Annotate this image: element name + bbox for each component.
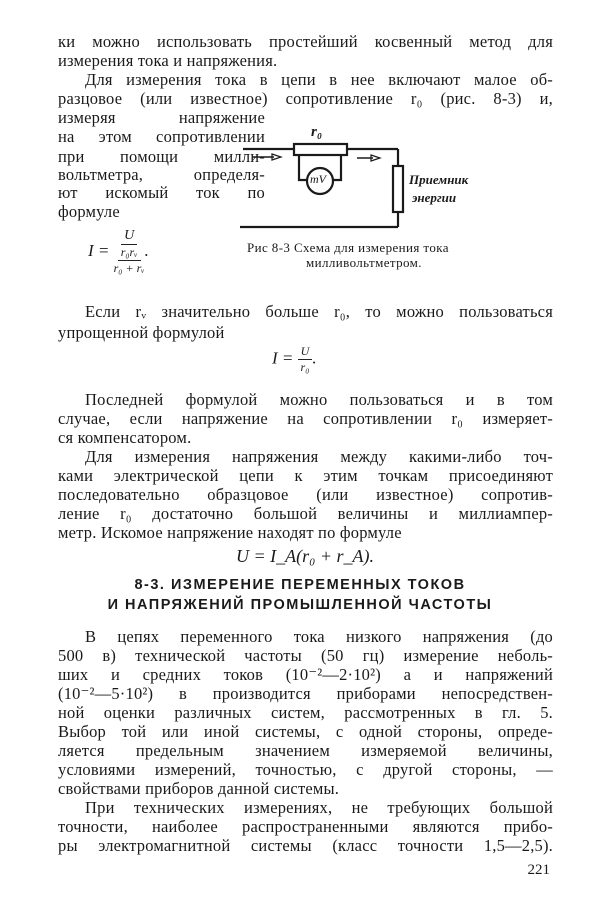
- formula-end: .: [312, 348, 317, 368]
- text-line: последовательно образцовое (или известное) сопротив-: [58, 485, 553, 504]
- resistor-r0: [294, 144, 347, 155]
- text-line: разцовое (или известное) сопротивление r₀ (рис. 8-3) и,: [58, 89, 553, 108]
- load-resistor: [393, 166, 403, 212]
- text-line: Выбор той или иной системы, с одной стороны, опреде-: [58, 722, 553, 741]
- numerator: U: [121, 228, 137, 245]
- text-line: при помощи милли-: [58, 147, 265, 166]
- meter-label: mV: [310, 172, 326, 186]
- text-line: измеряя напряжение: [58, 108, 265, 127]
- fraction: [298, 344, 313, 375]
- section-heading: 8-3. ИЗМЕРЕНИЕ ПЕРЕМЕННЫХ ТОКОВ: [134, 577, 466, 593]
- text-line: на этом сопротивлении: [58, 127, 265, 146]
- text-line: ной оценки различных систем, рассмотренных в гл. 5.: [58, 703, 553, 722]
- load-label: Приемник: [409, 172, 469, 187]
- text-line: 500 в) технической частоты (50 гц) измерение неболь-: [58, 646, 553, 665]
- text-line: (10⁻²—5·10²) в производится приборами непосредствен-: [58, 684, 553, 703]
- denominator: r₀: [300, 360, 310, 374]
- text-line: случае, если напряжение на сопротивлении r₀ измеряет-: [58, 409, 553, 428]
- text-line: Последней формулой можно пользоваться и в том: [85, 390, 553, 409]
- text-line: При технических измерениях, не требующих большой: [85, 798, 553, 817]
- text-line: упрощенной формулой: [58, 323, 225, 342]
- figure-caption: Рис 8-3 Схема для измерения тока: [247, 240, 449, 255]
- text-line: вольтметра, определя-: [58, 165, 265, 184]
- text-line: Если rᵥ значительно больше r₀, то можно пользоваться: [85, 302, 553, 321]
- text-line: свойствами приборов данной системы.: [58, 779, 340, 798]
- text-line: В цепях переменного тока низкого напряжения (до: [85, 627, 553, 646]
- text-line: ляется предельным значением измеряемой величины,: [58, 741, 553, 760]
- text-line: ры электромагнитной системы (класс точности 1,5—2,5).: [58, 836, 553, 855]
- text-line: условиями измерений, точностью, с другой стороны, —: [58, 760, 553, 779]
- text-line: измерения тока и напряжения.: [58, 51, 278, 70]
- formula-lhs: I =: [88, 240, 110, 260]
- formula-voltage: U = I_A(r₀ + r_A).: [236, 546, 375, 566]
- formula-lhs: I =: [272, 348, 294, 368]
- text-line: ют искомый ток по: [58, 183, 265, 202]
- numerator: U: [298, 344, 313, 360]
- formula-current-simple: [272, 344, 317, 375]
- load-label: энергии: [412, 190, 457, 205]
- text-line: точности, наиболее распространенными являются прибо-: [58, 817, 553, 836]
- figure-caption: милливольтметром.: [306, 255, 422, 270]
- text-line: ших и средних токов (10⁻²—2·10²) а и напряжений: [58, 665, 553, 684]
- resistor-label: r₀: [311, 124, 323, 140]
- page-number: 221: [527, 862, 550, 878]
- inner-numerator: r₀rᵥ: [118, 245, 141, 261]
- formula-end: .: [144, 240, 149, 260]
- text-line: формуле: [58, 202, 120, 221]
- wire: [333, 155, 341, 180]
- section-heading: И НАПРЯЖЕНИЙ ПРОМЫШЛЕННОЙ ЧАСТОТЫ: [107, 597, 493, 613]
- text-line: ками электрической цепи к этим точкам присоединяют: [58, 466, 553, 485]
- text-line: Для измерения тока в цепи в нее включают малое об-: [85, 70, 553, 89]
- inner-denominator: r₀ + rᵥ: [113, 261, 145, 275]
- text-line: Для измерения напряжения между какими-либо точ-: [85, 447, 553, 466]
- text-line: метр. Искомое напряжение находят по формуле: [58, 523, 402, 542]
- text-line: ся компенсатором.: [58, 428, 192, 447]
- wire: [299, 155, 307, 180]
- text-line: ление r₀ достаточно большой величины и миллиампер-: [58, 504, 553, 523]
- text-line: ки можно использовать простейший косвенный метод для: [58, 32, 553, 51]
